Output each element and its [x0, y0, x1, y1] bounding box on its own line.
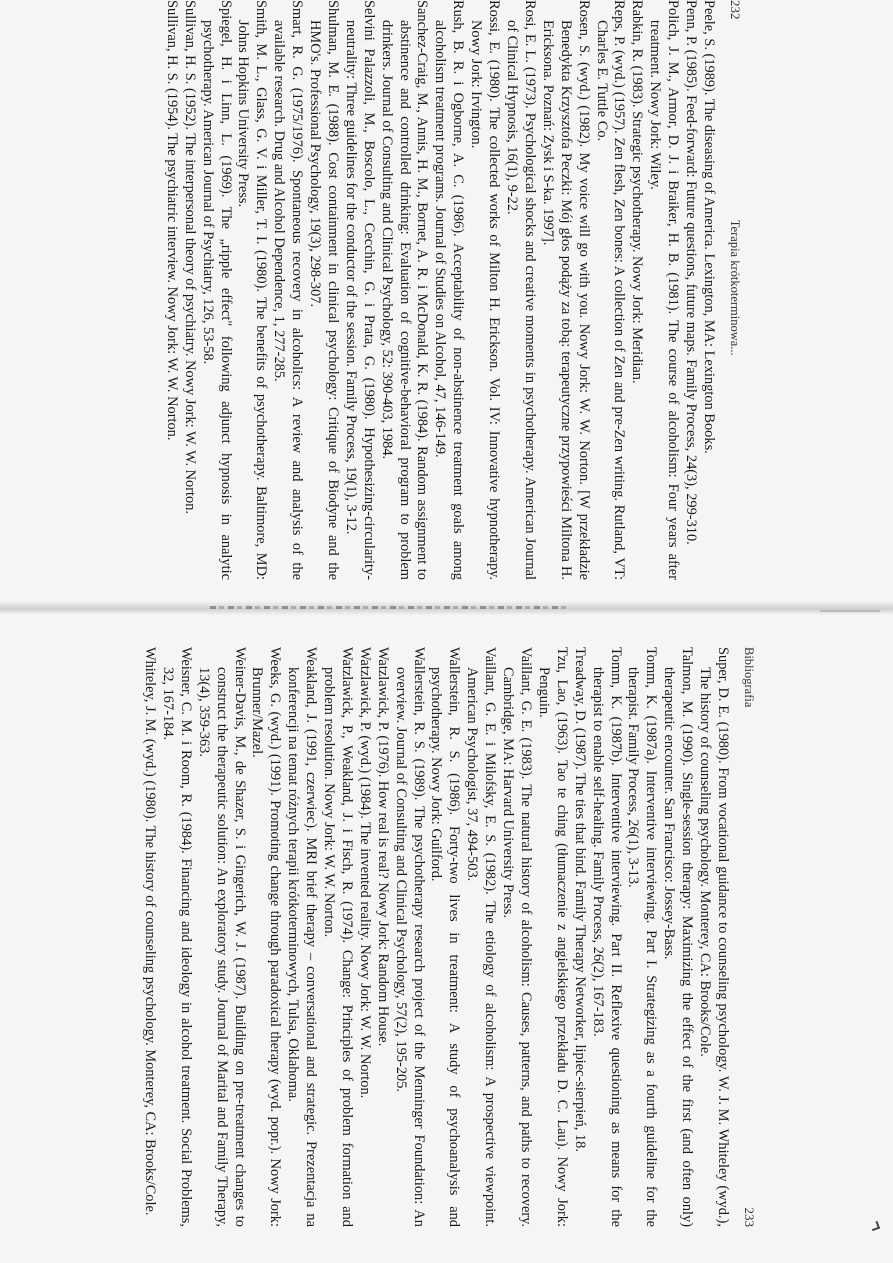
reference-entry: Weisner, C. M. i Room, R. (1984). Financing and ideology in alcohol treatment. Social Problems, 32, 167-184.: [159, 647, 194, 1227]
page-233: [27, 647, 757, 1227]
page-header: [717, 0, 743, 580]
reference-entry: Whiteley, J. M. (wyd.) (1980). The history of counseling psychology. Monterey, CA: Brooks/Cole.: [142, 647, 158, 1216]
reference-entry: Watzlawick, P. (wyd.) (1984). The invented reality. Nowy Jork: W. W. Norton.: [356, 647, 373, 1099]
running-head: Bibliografia: [742, 647, 756, 708]
reference-entry: Watzlawick, P., Weakland, J. i Fisch, R. (1974). Change: Principles of problem formation and problem resolution. Nowy Jork: W. W. Norton.: [321, 647, 355, 1227]
running-head: Terapia krótkoterminowa...: [728, 219, 742, 356]
reference-entry: Weiner-Davis, M., de Shazer, S. i Gingerich, W. J. (1987). Building on pre-treatment changes to construct the therapeutic solution: An exploratory study. Journal of Marital and Family Therapy, 13(4), 359-363.: [195, 647, 248, 1227]
reference-entry: Vaillant, G. E. i Milofsky, E. S. (1982). The etiology of alcoholism: A prospective viewpoint. American Psychologist, 37, 494-503.: [464, 647, 499, 1227]
reference-entry: Sullivan, H. S. (1952). The interpersonal theory of psychiatry. Nowy Jork: W. W. Norton.: [181, 0, 198, 515]
reference-entry: Penn, P. (1985). Feed-forward: Future questions, future maps. Family Process, 24(3), 299-310.: [683, 0, 700, 545]
reference-entry: Treadway, D. (1987). The ties that bind. Family Therapy Networker, lipiec-sierpień, 18.: [571, 647, 588, 1152]
reference-entry: Vaillant, G. E. (1983). The natural history of alcoholism: Causes, patterns, and paths to recovery. Cambridge, MA: Harvard University Press.: [500, 647, 535, 1227]
reference-entry: Selvini Palazzoli, M., Boscolo, L., Cecchin, G. i Prata, G. (1980). Hypothesizing-circularity-neutrality: Three guidelines for the conductor of the session. Family Process, 19(1), 3-12.: [342, 0, 377, 580]
reference-entry: Smith, M. L., Glass, G. V. i Miller, T. I. (1980). The benefits of psychotherapy. Baltimore, MD: Johns Hopkins University Press.: [235, 0, 270, 580]
gutter-scan-artifact: [210, 606, 570, 609]
reference-entry: Rossi, E. (1980). The collected works of Milton H. Erickson. Vol. IV: Innovative hypnotherapy. Nowy Jork: Irvington.: [468, 0, 503, 580]
reference-entry: Weakland, J. (1991, czerwiec). MRI brief therapy – conversational and strategic. Prezentacja na konferencji na temat różnych terapii krótkoterminowych, Tulsa, Oklahoma.: [285, 647, 320, 1227]
reference-entry: Weeks, G. (wyd.) (1991). Promoting change through paradoxical therapy (wyd. popr.). Nowy Jork: Brunner/Mazel.: [249, 647, 284, 1227]
reference-entry: Sanchez-Craig, M., Annis, H. M., Bornet, A. R. i McDonald, K. R. (1984). Random assignment to abstinence and controlled drinking: Evaluation of cognitive-behavioral program to problem drinkers. Journal of Consulting and Clinical Psychology, 52: 390-403, 1984.: [378, 0, 431, 580]
reference-entry: Peele, S. (1989). The diseasing of America. Lexington, MA: Lexington Books.: [701, 0, 717, 454]
reference-entry: Reps, P. (wyd.) (1957). Zen flesh, Zen bones: A collection of Zen and pre-Zen writing. Rutland, VT: Charles E. Tuttle Co.: [593, 0, 628, 580]
page-number: 233: [742, 1207, 757, 1227]
reference-entry: Wallerstein, R. S. (1989). The psychotherapy research project of the Menninger Foundation: An overview. Journal of Consulting and Clinical Psychology, 57(2), 195-205.: [392, 647, 427, 1227]
page-232: [13, 0, 743, 580]
gutter-scan-artifact: [820, 610, 880, 612]
reference-list: [140, 647, 731, 1227]
reference-entry: Tomm, K. (1987b). Interventive interviewing. Part II. Reflexive questioning as means for the therapist to enable self-healing. Family Process, 26(2), 167-183.: [589, 647, 624, 1227]
reference-entry: Tomm, K. (1987a). Interventive interviewing. Part I. Strategizing as a fourth guideline for the therapist. Family Process, 26(1), 3-13.: [625, 647, 660, 1227]
reference-entry: Wallerstein, R. S. (1986). Forty-two lives in treatment: A study of psychoanalysis and psychotherapy. Nowy Jork: Guilford.: [428, 647, 463, 1227]
reference-entry: Smart, R. G. (1975/1976). Spontaneous recovery in alcoholics: A review and analysis of the available research. Drug and Alcohol Dependence, 1, 277-285.: [271, 0, 306, 580]
reference-entry: Watzlawick, P. (1976). How real is real? Nowy Jork: Random House.: [374, 647, 391, 1047]
reference-entry: Polich, J. M., Armor, D. J. i Braiker, H. B. (1981). The course of alcoholism: Four years after treatment. Nowy Jork: Wiley.: [647, 0, 682, 580]
reference-list: [162, 0, 717, 580]
reference-entry: Rosen, S. (wyd.) (1982). My voice will go with you. Nowy Jork: W. W. Norton. [W przekładzie Benedykta Krzysztofa Peczki: Mój głos podąży za tobą: terapeutyczne przypowieści Miltona H. Ericksona. Poznań: Zysk i S-ka. 1997].: [539, 0, 592, 580]
reference-entry: Sullivan, H. S. (1954). The psychiatric interview. Nowy Jork: W. W. Norton.: [163, 0, 180, 441]
page-header: [731, 647, 757, 1227]
page-number: 232: [728, 0, 743, 20]
reference-entry: Shulman, M. E. (1988). Cost containment in clinical psychology: Critique of Biodyne and the HMO's. Professional Psychology, 19(3), 298-307.: [307, 0, 341, 580]
reference-entry: Rush, B. R. i Ogborne, A. C. (1986). Acceptability of non-abstinence treatment goals among alcoholism treatment programs. Journal of Studies on Alcohol, 47, 146-149.: [432, 0, 467, 580]
reference-entry: Tzu, Lao, (1963). Tao te ching (tłumaczenie z angielskiego przekładu D. C. Lau). Nowy Jork: Penguin.: [535, 647, 570, 1227]
reference-entry: Rabkin, R. (1983). Strategic psychotherapy. Nowy Jork: Meridian.: [629, 0, 646, 384]
reference-entry: Rosi, E. L. (1973). Psychological shocks and creative moments in psychotherapy. American Journal of Clinical Hypnosis, 16(1), 9-22.: [504, 0, 538, 580]
reference-entry: Spiegel, H. i Linn, L. (1969). The „ripple effect" following adjunct hypnosis in analytic psychotherapy. American Journal of Psychiatry, 126, 53-58.: [199, 0, 234, 580]
reference-entry: Super, D. E. (1980). From vocational guidance to counseling psychology. W. J. M. Whiteley (wyd.), The history of counseling psychology. Monterey, CA: Brooks/Cole.: [697, 647, 731, 1227]
reference-entry: Talmon, M. (1990). Single-session therapy: Maximizing the effect of the first (and often only) therapeutic encounter. San Francisco: Jossey-Bass.: [661, 647, 696, 1227]
